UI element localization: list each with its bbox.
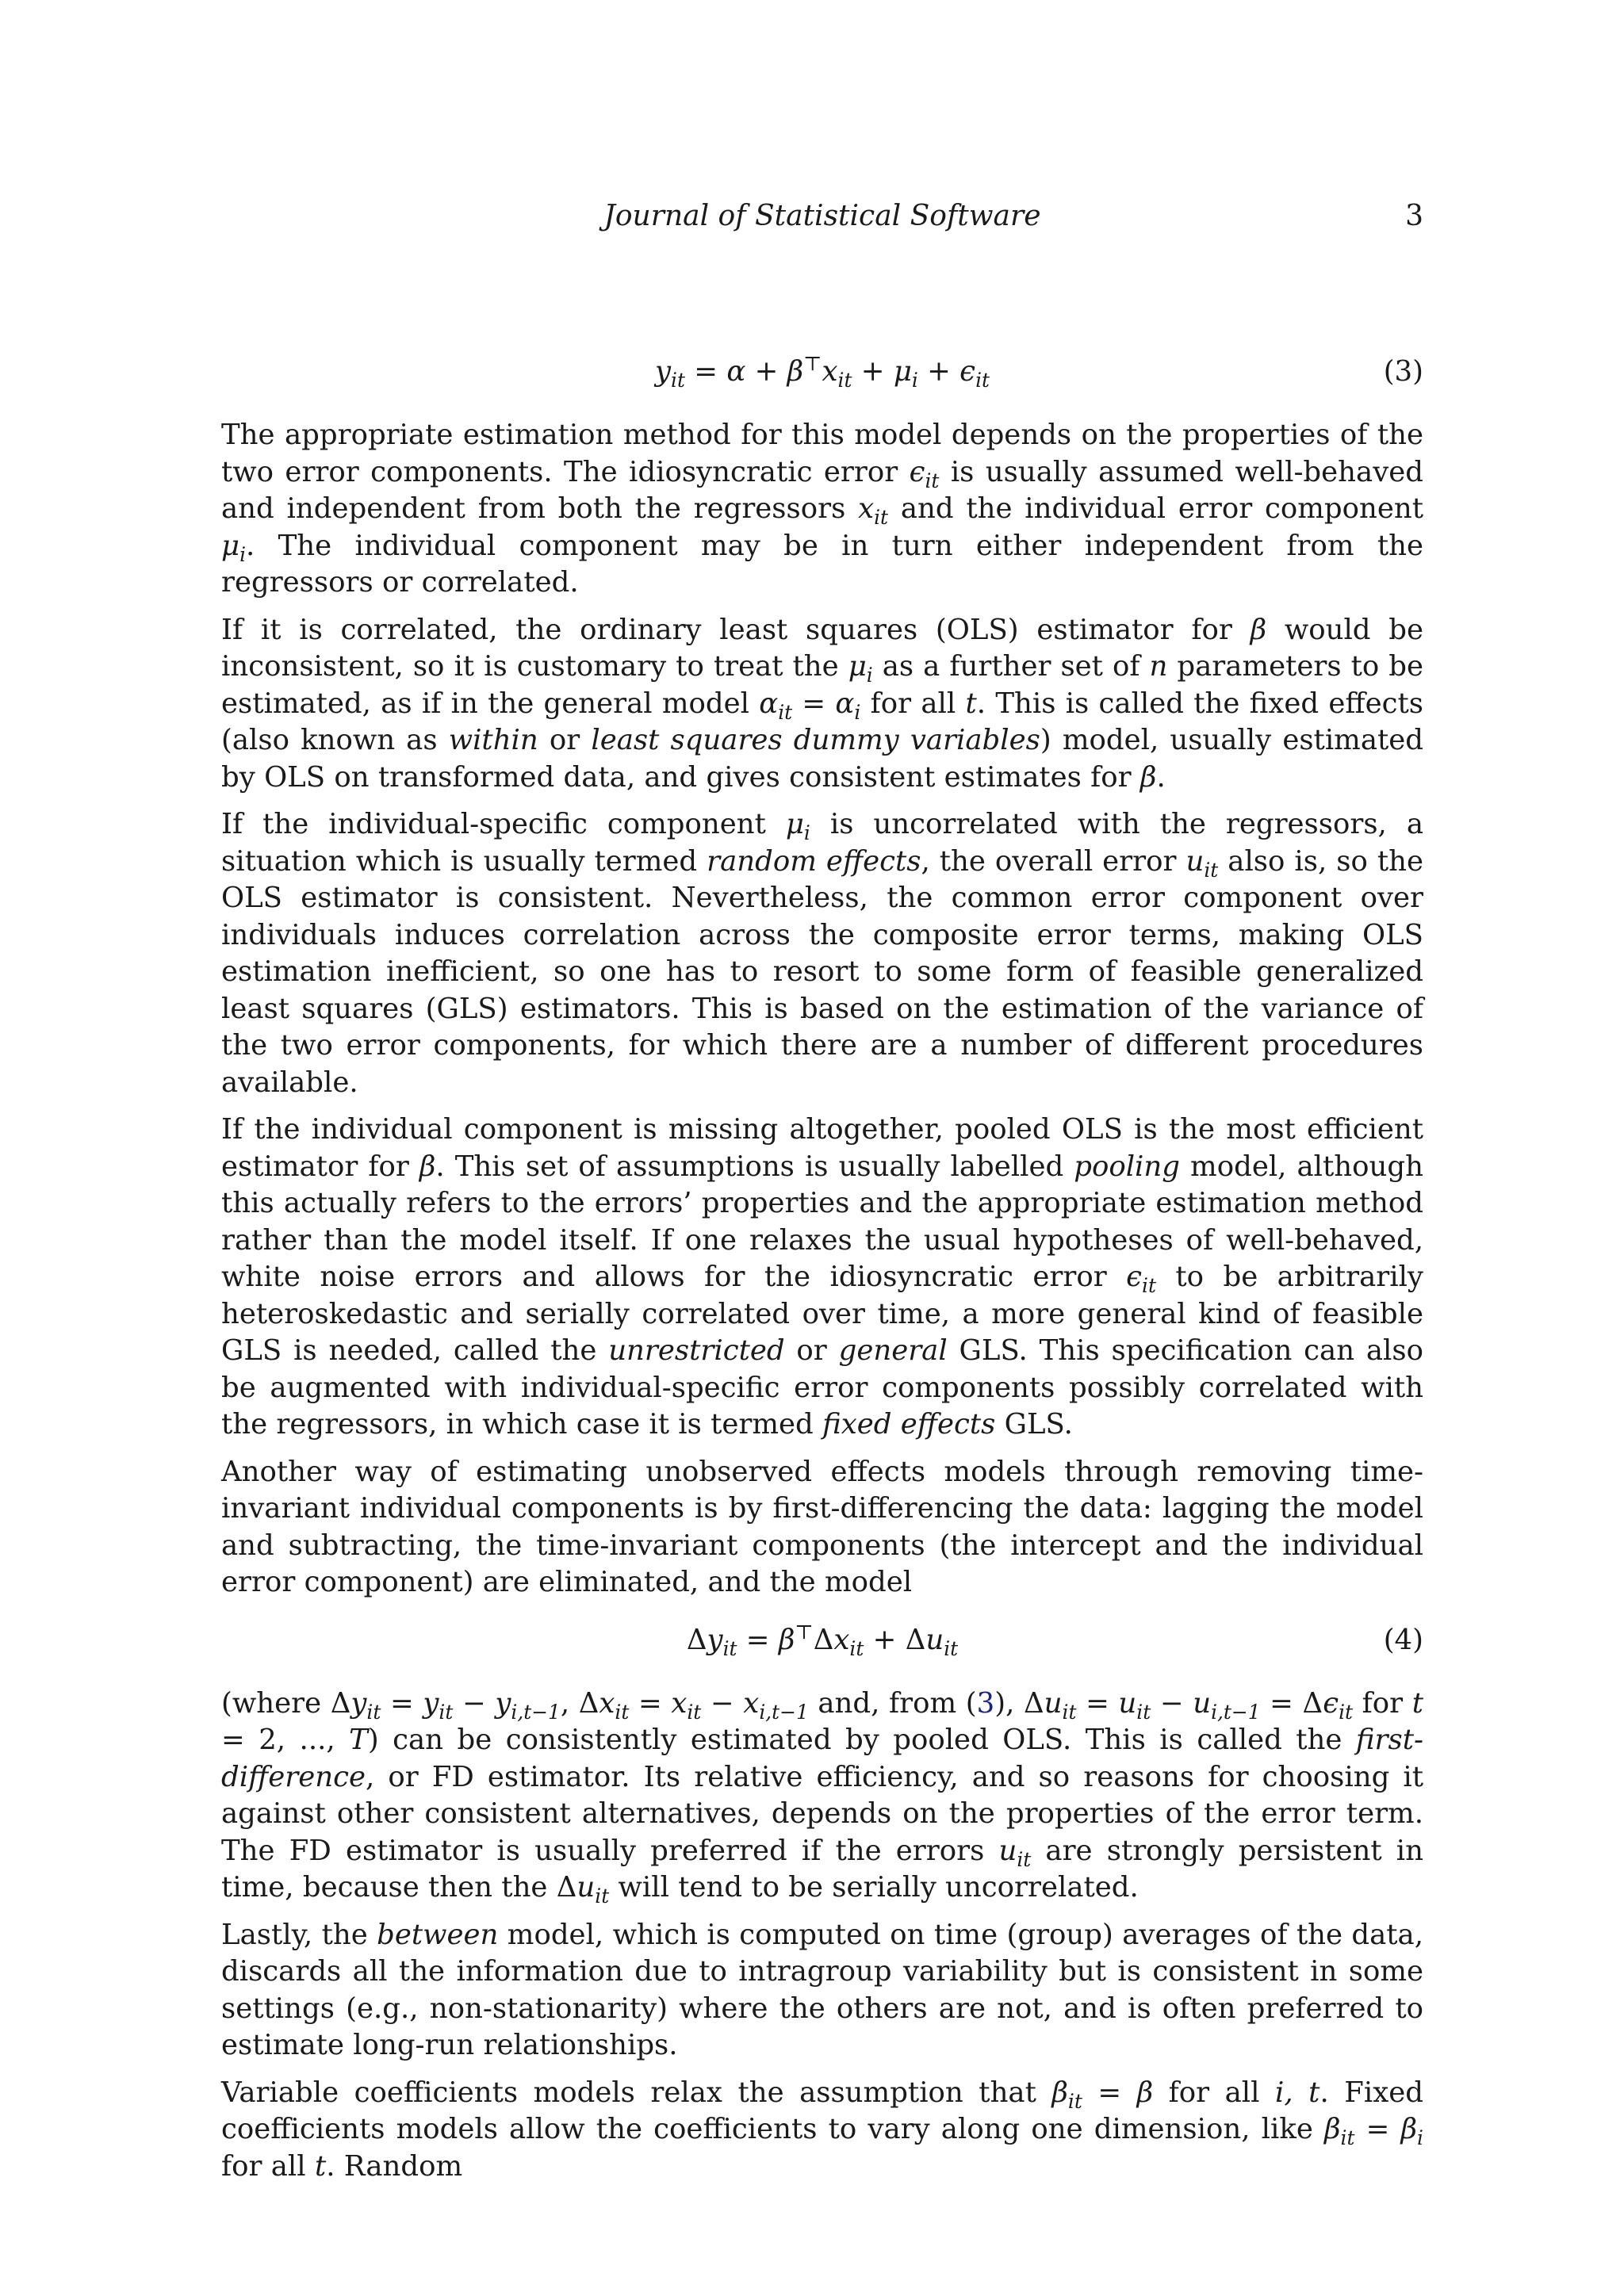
equation-3-link[interactable]: 3 [976,1686,995,1720]
paragraph-random-effects: If the individual-specific component $\mu_i$ is uncorrelated with the regressors, a situation which is usually termed random effects, the overall error $u_{it}$ also is, so the OLS estimator is consistent. Nevertheless, the common error component over individuals induces correlation across the composite error terms, making OLS estimation inefficient, so one has to resort to some form of feasible generalized least squares (GLS) estimators. This is based on the estimation of the variance of the two error components, for which there are a number of different procedures available. [221,808,1423,1099]
equation-4 [221,1616,1423,1668]
page-body [221,333,1423,2195]
running-header [221,200,1423,239]
equation-3-formula: $y_{it} = \alpha + \beta^⊤x_{it} + \mu_i + \epsilon_{it}$ [654,352,990,392]
paragraph-fd-estimator: (where $\Delta y_{it} = y_{it} - y_{i,t-1}$, $\Delta x_{it} = x_{it} - x_{i,t-1}$ and, from (3), $\Delta u_{it} = u_{it} - u_{i,t-1} = \Delta\epsilon_{it}$ for t = 2, ..., T) can be consistently estimated by pooled OLS. This is called the first-difference, or FD estimator. Its relative efficiency, and so reasons for choosing it against other consistent alternatives, depends on the properties of the error term. The FD estimator is usually preferred if the errors $u_{it}$ are strongly persistent in time, because then the $\Delta u_{it}$ will tend to be serially uncorrelated. [221,1686,1424,1908]
paragraph-pooling: If the individual component is missing altogether, pooled OLS is the most efficient estimator for β. This set of assumptions is usually labelled pooling model, although this actually refers to the errors’ properties and the appropriate estimation method rather than the model itself. If one relaxes the usual hypotheses of well-behaved, white noise errors and allows for the idiosyncratic error $\epsilon_{it}$ to be arbitrarily heteroskedastic and serially correlated over time, a more general kind of feasible GLS is needed, called the unrestricted or general GLS. This specification can also be augmented with individual-specific error components possibly correlated with the regressors, in which case it is termed fixed effects GLS. [221,1113,1423,1441]
paragraph-error-components: The appropriate estimation method for this model depends on the properties of the two error components. The idiosyncratic error $\epsilon_{it}$ is usually assumed well-behaved and independent from both the regressors $x_{it}$ and the individual error component $\mu_i$. The individual component may be in turn either independent from the regressors or correlated. [221,419,1423,599]
equation-3-number: (3) [1383,355,1423,388]
equation-4-number: (4) [1383,1623,1423,1656]
journal-title: Journal of Statistical Software [603,200,1041,232]
paragraph-variable-coefficients: Variable coefficients models relax the assumption that $\beta_{it} = \beta$ for all i, t. Fixed coefficients models allow the coefficients to vary along one dimension, like $\beta_{it} = \beta_i$ for all t. Random [221,2076,1423,2183]
equation-3 [221,347,1423,400]
paragraph-between-model: Lastly, the between model, which is computed on time (group) averages of the data, discards all the information due to intragroup variability but is consistent in some settings (e.g., non-stationarity) where the others are not, and is often preferred to estimate long-run relationships. [221,1918,1423,2061]
page-number: 3 [1405,200,1423,232]
equation-4-formula: $\Delta y_{it} = \beta^⊤\Delta x_{it} + \Delta u_{it}$ [686,1620,959,1660]
paragraph-first-differencing: Another way of estimating unobserved effects models through removing time-invariant individual components is by first-differencing the data: lagging the model and subtracting, the time-invariant components (the intercept and the individual error component) are eliminated, and the model [221,1455,1423,1598]
paragraph-fixed-effects: If it is correlated, the ordinary least squares (OLS) estimator for β would be inconsistent, so it is customary to treat the $\mu_i$ as a further set of n parameters to be estimated, as if in the general model $\alpha_{it} = \alpha_i$ for all t. This is called the fixed effects (also known as within or least squares dummy variables) model, usually estimated by OLS on transformed data, and gives consistent estimates for β. [221,613,1423,794]
